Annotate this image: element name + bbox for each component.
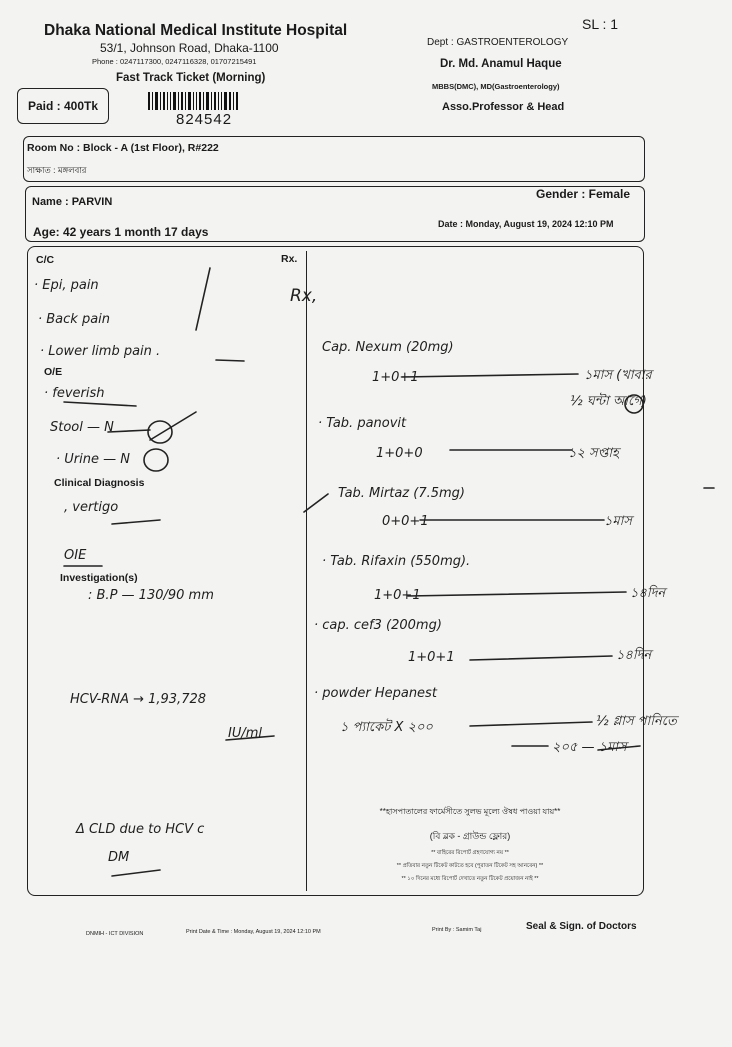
doctor-title: Asso.Professor & Head [442,101,565,113]
med-extra: ½ ঘন্টা আগে) [570,394,647,409]
med-dose: 0+0+1 [382,514,429,529]
cc-line: · Back pain [38,312,111,327]
print-date: Print Date & Time : Monday, August 19, 2024 12:10 PM [186,929,321,935]
med-name: · Tab. panovit [318,416,407,431]
med-duration: ১৪দিন [630,586,666,601]
barcode [148,92,260,110]
note-line: ** ১০ দিনের মধ্যে রিপোর্ট দেখাতে নতুন টিকেট প্রয়োজন নাই ** [401,876,539,882]
ticket-type: Fast Track Ticket (Morning) [116,72,266,84]
hcv-unit: IU/ml [228,726,263,741]
note-line: **হাসপাতালের ফার্মেসীতে সুলভ মূল্যে ঔষধ পাওয়া যায়** [379,807,561,816]
investigations-heading: Investigation(s) [60,572,138,584]
serial-number: SL : 1 [582,16,619,32]
hospital-address: 53/1, Johnson Road, Dhaka-1100 [100,41,279,55]
med-name: · cap. cef3 (200mg) [314,618,442,633]
med-dose: 1+0+1 [372,370,419,385]
visit-day: সাক্ষাত : মঙ্গলবার [27,165,87,175]
investigation-line: : B.P — 130/90 mm [88,588,214,603]
med-duration: ১মাস [604,514,633,529]
final-diagnosis: Δ CLD due to HCV c [76,822,205,837]
pharmacy-notes [320,806,620,884]
paid-amount: Paid : 400Tk [27,99,99,113]
visit-date: Date : Monday, August 19, 2024 12:10 PM [438,219,614,229]
oe-line-2: OIE [64,548,87,563]
ict-division: DNMIH - ICT DIVISION [86,931,144,937]
hcv-line: HCV-RNA → 1,93,728 [70,692,207,707]
note-line: ** বাহিরের রিপোর্ট গ্রহণযোগ্য নয় ** [431,850,509,856]
paid-badge [17,88,109,124]
clinical-diagnosis-heading: Clinical Diagnosis [54,477,145,489]
rx-heading: Rx. [281,253,298,265]
final-diagnosis-2: DM [108,850,130,865]
note-line: ** প্রতিবার নতুন টিকেট কাটতে হবে (পুরাতন টিকেট সহ আনবেন) ** [396,863,544,869]
med-duration: ১৪দিন [616,648,652,663]
med-dose: 1+0+0 [376,446,423,461]
oe-line: · Urine — N [56,452,130,467]
doctor-degrees: MBBS(DMC), MD(Gastroenterology) [432,82,560,91]
med-dose: 1+0+1 [408,650,455,665]
ticket-number: 824542 [176,111,233,128]
med-name: · powder Hepanest [314,686,437,701]
cc-heading: C/C [36,254,55,266]
hospital-phone: Phone : 0247117300, 0247116328, 01707215491 [92,57,257,66]
oe-line: · feverish [44,386,105,401]
patient-age: Age: 42 years 1 month 17 days [33,225,209,239]
room-number: Room No : Block - A (1st Floor), R#222 [27,142,219,154]
med-duration: ১২ সপ্তাহ [568,446,619,461]
med-dose: 1+0+1 [374,588,421,603]
rx-symbol: Rx, [290,286,318,306]
seal-signature: Seal & Sign. of Doctors [526,921,637,932]
department: Dept : GASTROENTEROLOGY [427,37,569,48]
med-name: Tab. Mirtaz (7.5mg) [338,486,465,501]
med-duration: ½ গ্লাস পানিতে [596,714,677,729]
oe-heading: O/E [44,366,63,378]
hospital-name: Dhaka National Medical Institute Hospital [44,22,348,39]
med-name: Cap. Nexum (20mg) [322,340,454,355]
diagnosis-line: , vertigo [64,500,119,515]
print-by: Print By : Samim Taj [432,927,482,933]
patient-gender: Gender : Female [536,187,631,201]
oe-line: Stool — N [50,420,114,435]
cc-line: · Lower limb pain . [40,344,161,359]
med-name: · Tab. Rifaxin (550mg). [322,554,471,569]
med-extra: ২০৫ — ১মাস [552,740,627,755]
med-duration: ১মাস (খাবার [584,368,652,383]
doctor-name: Dr. Md. Anamul Haque [440,58,562,70]
med-dose: ১ প্যাকেট X ২০০ [340,720,433,735]
note-line: (বি ব্লক - গ্রাউন্ড ফ্লোর) [429,831,511,841]
column-divider [306,251,307,891]
cc-line: · Epi, pain [34,278,99,293]
patient-name: Name : PARVIN [32,196,113,208]
